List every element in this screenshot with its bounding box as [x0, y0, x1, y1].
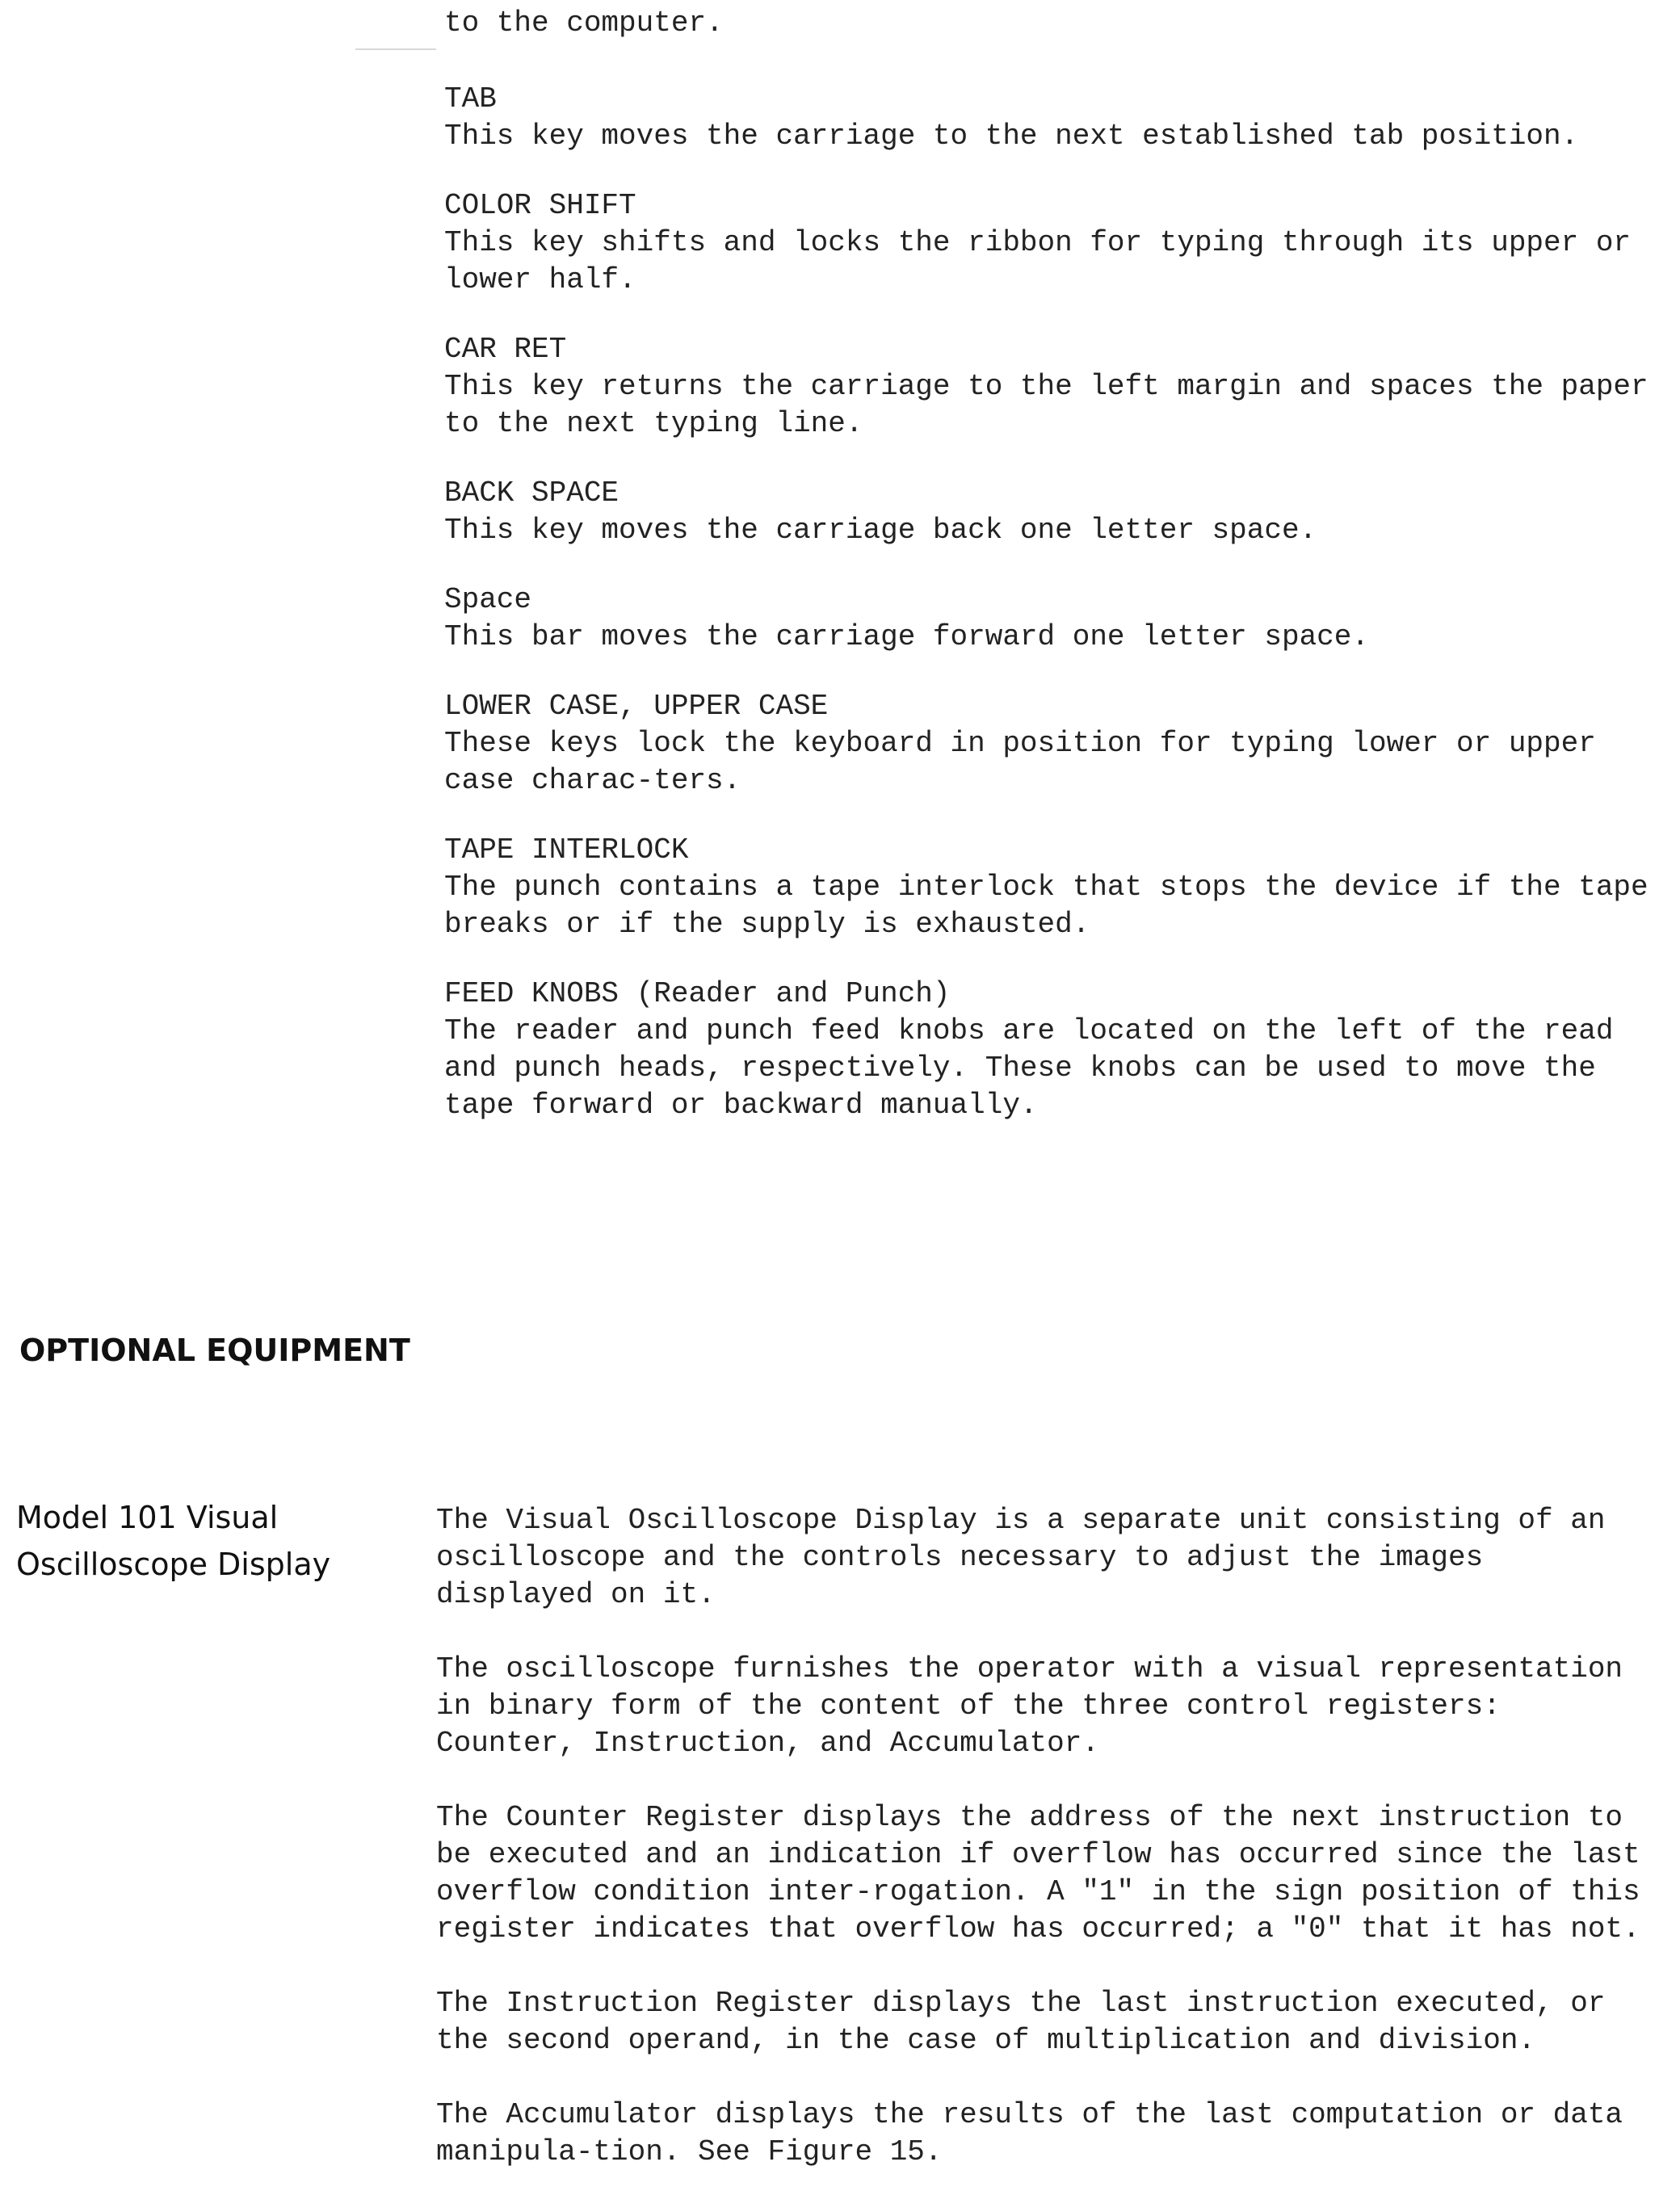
body-paragraph: The Counter Register displays the address of the next instruction to be executed and an indication if overflow has occurred since the last overflow condition inter-rogation. A "1" in the sign position of this register indicates that overflow has occurred; a "0" that it has not. — [436, 1801, 1640, 1946]
entry-name: Space — [444, 583, 532, 616]
body-paragraph: The Visual Oscilloscope Display is a separate unit consisting of an oscilloscope and the controls necessary to adjust the images displayed on it. — [436, 1504, 1606, 1611]
entry-name: TAPE INTERLOCK — [444, 833, 689, 867]
entry-description: The reader and punch feed knobs are located on the left of the read and punch heads, respectively. These knobs can be used to move the tape forward or backward manually. — [444, 1014, 1614, 1122]
entry-description: This bar moves the carriage forward one letter space. — [444, 620, 1369, 653]
entry-back-space — [444, 475, 1664, 549]
subsection-title — [16, 1494, 396, 1588]
entry-tape-interlock — [444, 832, 1664, 943]
entry-description: This key returns the carriage to the left margin and spaces the paper to the next typing line. — [444, 370, 1648, 440]
intro-fragment: to the computer. — [444, 6, 724, 40]
entry-color-shift — [444, 187, 1664, 299]
subsection-body — [436, 1502, 1656, 2208]
body-paragraph: The Instruction Register displays the last instruction executed, or the second operand, in the case of multiplication and division. — [436, 1987, 1606, 2057]
subsection-title-line1: Model 101 Visual — [16, 1500, 279, 1535]
section-heading: OPTIONAL EQUIPMENT — [19, 1333, 410, 1368]
entry-space — [444, 581, 1664, 656]
entry-name: CAR RET — [444, 333, 567, 366]
entry-description: These keys lock the keyboard in position for typing lower or upper case charac-ters. — [444, 727, 1596, 797]
entry-description: This key moves the carriage back one letter space. — [444, 514, 1317, 547]
entry-name: LOWER CASE, UPPER CASE — [444, 690, 829, 723]
entry-name: FEED KNOBS (Reader and Punch) — [444, 977, 951, 1010]
entry-description: This key shifts and locks the ribbon for typing through its upper or lower half. — [444, 226, 1632, 296]
scan-mark — [355, 48, 436, 50]
entry-car-ret — [444, 331, 1664, 443]
entry-name: BACK SPACE — [444, 476, 620, 510]
entry-description: This key moves the carriage to the next established tab position. — [444, 120, 1579, 153]
entry-name: COLOR SHIFT — [444, 189, 636, 222]
subsection-title-line2: Oscilloscope Display — [16, 1547, 331, 1582]
body-paragraph: The oscilloscope furnishes the operator with a visual representation in binary form of the content of the three control registers: Counter, Instruction, and Accumulator. — [436, 1652, 1623, 1760]
entry-feed-knobs — [444, 976, 1664, 1124]
key-descriptions — [444, 5, 1664, 1156]
body-paragraph: The Accumulator displays the results of the last computation or data manipula-tion. See Figure 15. — [436, 2098, 1623, 2168]
entry-description: The punch contains a tape interlock that stops the device if the tape breaks or if the supply is exhausted. — [444, 871, 1648, 941]
entry-tab — [444, 81, 1664, 155]
entry-lower-upper-case — [444, 688, 1664, 800]
entry-name: TAB — [444, 82, 497, 115]
